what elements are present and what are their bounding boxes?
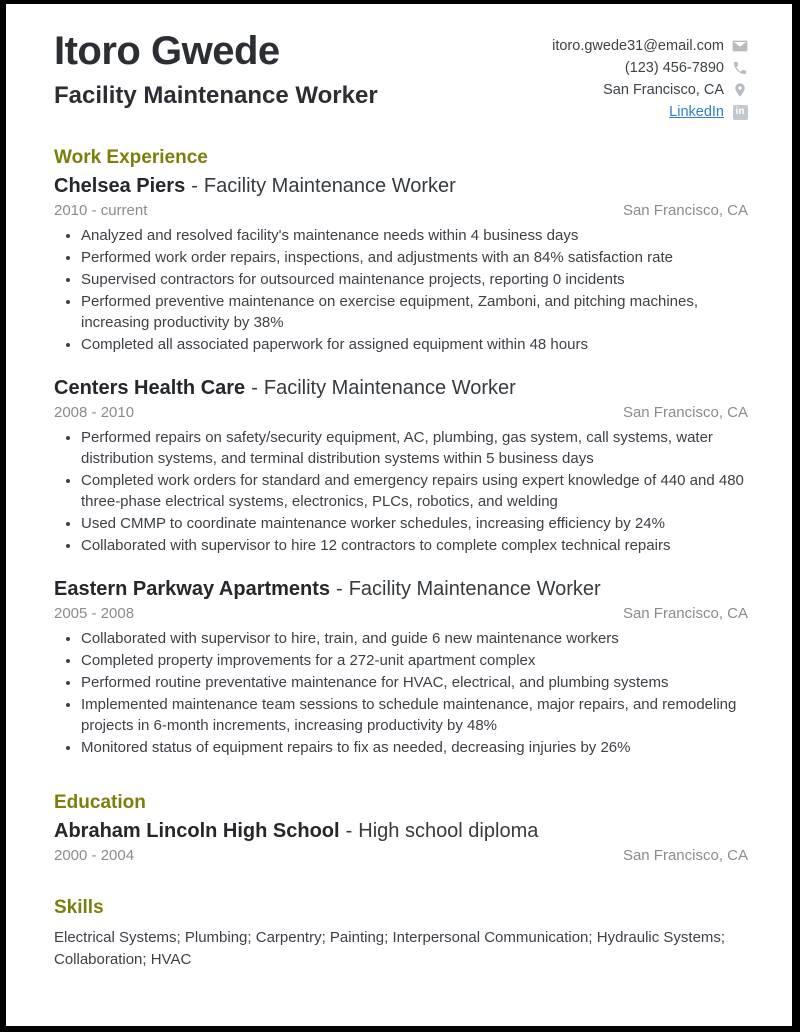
- entry-dates: 2008 - 2010: [54, 404, 135, 421]
- entry-meta: [54, 847, 748, 864]
- work-entry: [54, 377, 748, 556]
- bullet-item: • Completed work orders for standard and emergency repairs using expert knowledge of 440 and 480 three-phase electrical systems, electronics, PLCs, robotics, and welding: [81, 470, 748, 512]
- location-pin-icon: [732, 82, 748, 98]
- role-name: Facility Maintenance Worker: [348, 578, 601, 600]
- entry-meta: [54, 605, 748, 622]
- education-entry: [54, 820, 748, 864]
- section-heading-work-experience: Work Experience: [54, 147, 208, 168]
- bullet-item: • Performed preventive maintenance on exercise equipment, Zamboni, and pitching machines, increasing productivity by 38%: [81, 291, 748, 333]
- contact-email-row: [552, 38, 748, 54]
- linkedin-icon: in: [732, 104, 748, 120]
- work-entry: [54, 578, 748, 758]
- company-name: Eastern Parkway Apartments: [54, 578, 331, 600]
- resume-header: [54, 30, 748, 120]
- bullet-item: • Used CMMP to coordinate maintenance worker schedules, increasing efficiency by 24%: [81, 513, 748, 534]
- title-separator: -: [191, 175, 198, 197]
- bullet-item: • Collaborated with supervisor to hire, train, and guide 6 new maintenance workers: [81, 628, 748, 649]
- contact-phone: (123) 456-7890: [624, 60, 724, 76]
- entry-location: San Francisco, CA: [622, 404, 748, 421]
- phone-icon: [732, 60, 748, 76]
- bullet-item: • Completed all associated paperwork for assigned equipment within 48 hours: [81, 334, 748, 355]
- contact-location: San Francisco, CA: [603, 82, 724, 98]
- company-name: Chelsea Piers: [54, 175, 186, 197]
- bullet-item: • Performed repairs on safety/security equipment, AC, plumbing, gas system, call systems, water distribution systems, and terminal distribution systems within 5 business days: [81, 427, 748, 469]
- entry-dates: 2010 - current: [54, 202, 148, 219]
- bullet-list: [54, 427, 748, 556]
- contact-block: [552, 38, 748, 120]
- company-name: Centers Health Care: [54, 377, 246, 399]
- degree-name: High school diploma: [358, 820, 539, 842]
- linkedin-link[interactable]: LinkedIn: [669, 104, 724, 120]
- bullet-item: • Implemented maintenance team sessions to schedule maintenance, major repairs, and remodeling projects in 6-month increments, increasing productivity by 48%: [81, 694, 748, 736]
- work-entry-title: [54, 175, 748, 198]
- entry-meta: [54, 404, 748, 421]
- bullet-item: • Completed property improvements for a 272-unit apartment complex: [81, 650, 748, 671]
- role-name: Facility Maintenance Worker: [203, 175, 456, 197]
- title-separator: -: [345, 820, 353, 842]
- entry-dates: 2000 - 2004: [54, 847, 135, 864]
- education-entry-title: [54, 820, 748, 843]
- bullet-item: • Collaborated with supervisor to hire 12 contractors to complete complex technical repairs: [81, 535, 748, 556]
- work-entry: [54, 175, 748, 355]
- contact-phone-row: [625, 60, 748, 76]
- contact-email: itoro.gwede31@email.com: [552, 38, 724, 54]
- entry-location: San Francisco, CA: [622, 847, 748, 864]
- title-separator: -: [251, 377, 258, 399]
- bullet-item: • Performed work order repairs, inspections, and adjustments with an 84% satisfaction rate: [81, 247, 748, 268]
- bullet-item: • Supervised contractors for outsourced maintenance projects, reporting 0 incidents: [81, 269, 748, 290]
- identity-block: [54, 30, 378, 110]
- school-name: Abraham Lincoln High School: [54, 820, 340, 842]
- skills-list-text: Electrical Systems; Plumbing; Carpentry; Painting; Interpersonal Communication; Hydraulic Systems; Collaboration; HVAC: [54, 929, 726, 968]
- contact-linkedin-row: [669, 104, 748, 120]
- entry-dates: 2005 - 2008: [54, 605, 135, 622]
- work-entry-title: [54, 377, 748, 400]
- entry-location: San Francisco, CA: [622, 202, 748, 219]
- entry-meta: [54, 202, 748, 219]
- section-heading-education: Education: [54, 792, 146, 813]
- bullet-item: • Performed routine preventative maintenance for HVAC, electrical, and plumbing systems: [81, 672, 748, 693]
- envelope-icon: [732, 38, 748, 54]
- bullet-item: • Monitored status of equipment repairs to fix as needed, decreasing injuries by 26%: [81, 737, 748, 758]
- bullet-list: [54, 225, 748, 355]
- contact-location-row: [603, 82, 748, 98]
- person-job-title: Facility Maintenance Worker: [54, 82, 378, 110]
- entry-location: San Francisco, CA: [622, 605, 748, 622]
- section-heading-skills: Skills: [54, 897, 104, 918]
- role-name: Facility Maintenance Worker: [263, 377, 516, 399]
- person-name: Itoro Gwede: [54, 29, 280, 73]
- work-entry-title: [54, 578, 748, 601]
- bullet-item: • Analyzed and resolved facility's maintenance needs within 4 business days: [81, 225, 748, 246]
- bullet-list: [54, 628, 748, 758]
- title-separator: -: [336, 578, 343, 600]
